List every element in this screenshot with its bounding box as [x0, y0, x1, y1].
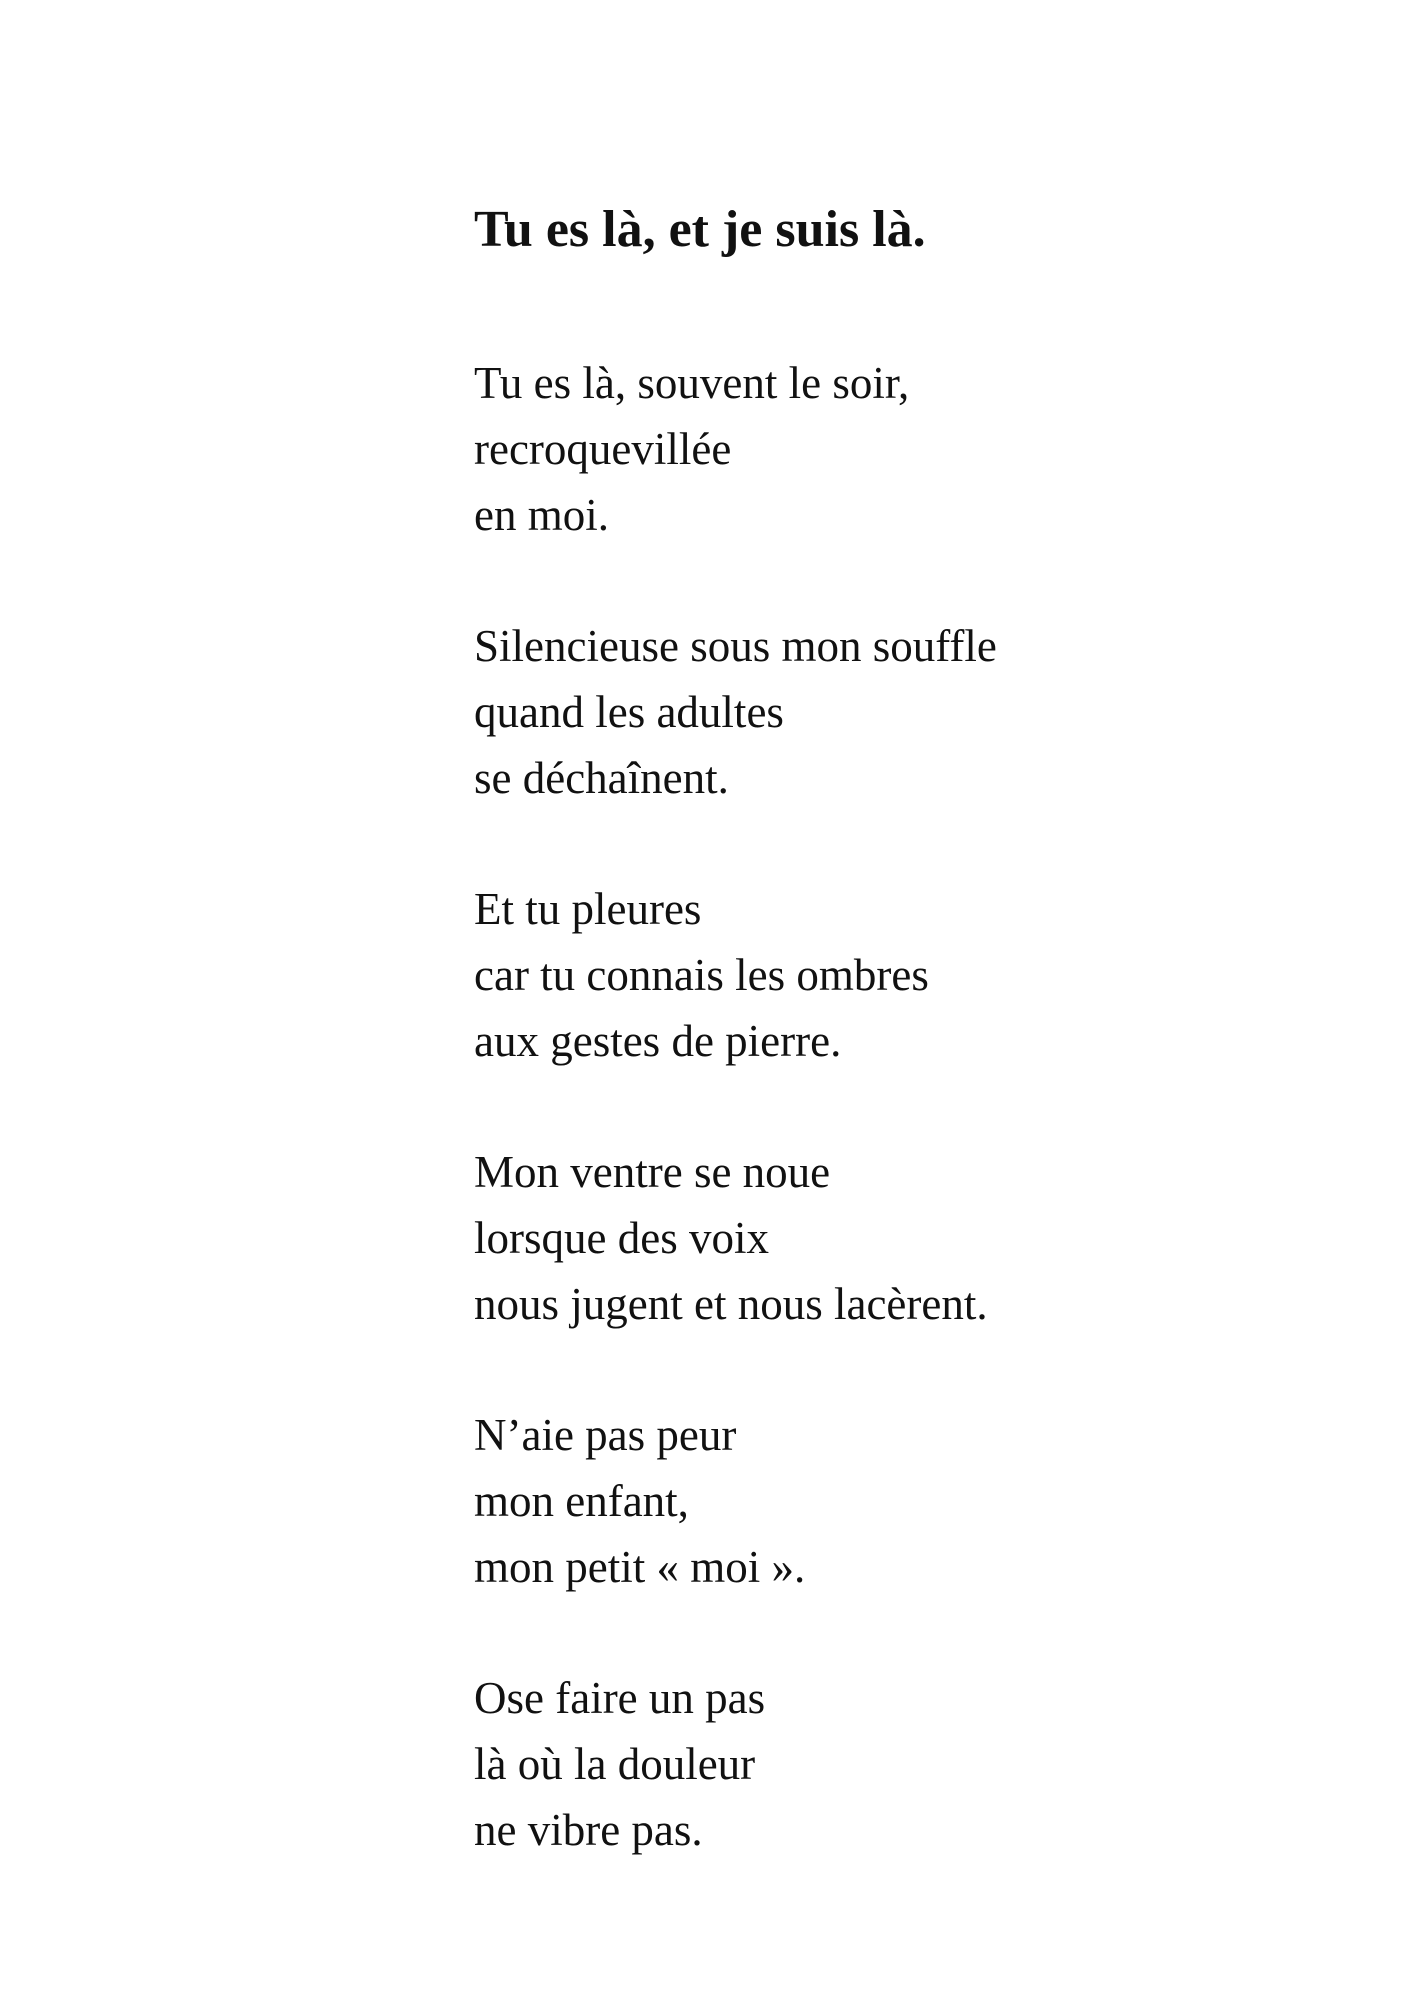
- poem-title: Tu es là, et je suis là.: [474, 201, 926, 258]
- poem-line: ne vibre pas.: [474, 1805, 703, 1855]
- stanza-4: [474, 1139, 997, 1337]
- poem-line: lorsque des voix: [474, 1213, 769, 1263]
- poem-line: aux gestes de pierre.: [474, 1016, 842, 1066]
- stanza-6: [474, 1665, 997, 1863]
- poem-line: Et tu pleures: [474, 884, 702, 934]
- stanza-5: [474, 1402, 997, 1600]
- stanza-3: [474, 876, 997, 1074]
- poem-line: recroquevillée: [474, 424, 732, 474]
- poem-line: mon enfant,: [474, 1476, 689, 1526]
- poem-line: nous jugent et nous lacèrent.: [474, 1279, 988, 1329]
- poem-line: Mon ventre se noue: [474, 1147, 831, 1197]
- poem-line: Tu es là, souvent le soir,: [474, 358, 910, 408]
- poem-line: quand les adultes: [474, 687, 784, 737]
- poem-line: Ose faire un pas: [474, 1673, 766, 1723]
- poem-line: Silencieuse sous mon souffle: [474, 621, 997, 671]
- poem-line: se déchaînent.: [474, 753, 729, 803]
- stanza-1: [474, 350, 997, 548]
- stanza-2: [474, 613, 997, 811]
- poem-line: là où la douleur: [474, 1739, 756, 1789]
- poem-line: N’aie pas peur: [474, 1410, 737, 1460]
- poem-body: [474, 350, 997, 1928]
- poem-line: en moi.: [474, 490, 609, 540]
- poem-line: mon petit « moi ».: [474, 1542, 806, 1592]
- poem-line: car tu connais les ombres: [474, 950, 929, 1000]
